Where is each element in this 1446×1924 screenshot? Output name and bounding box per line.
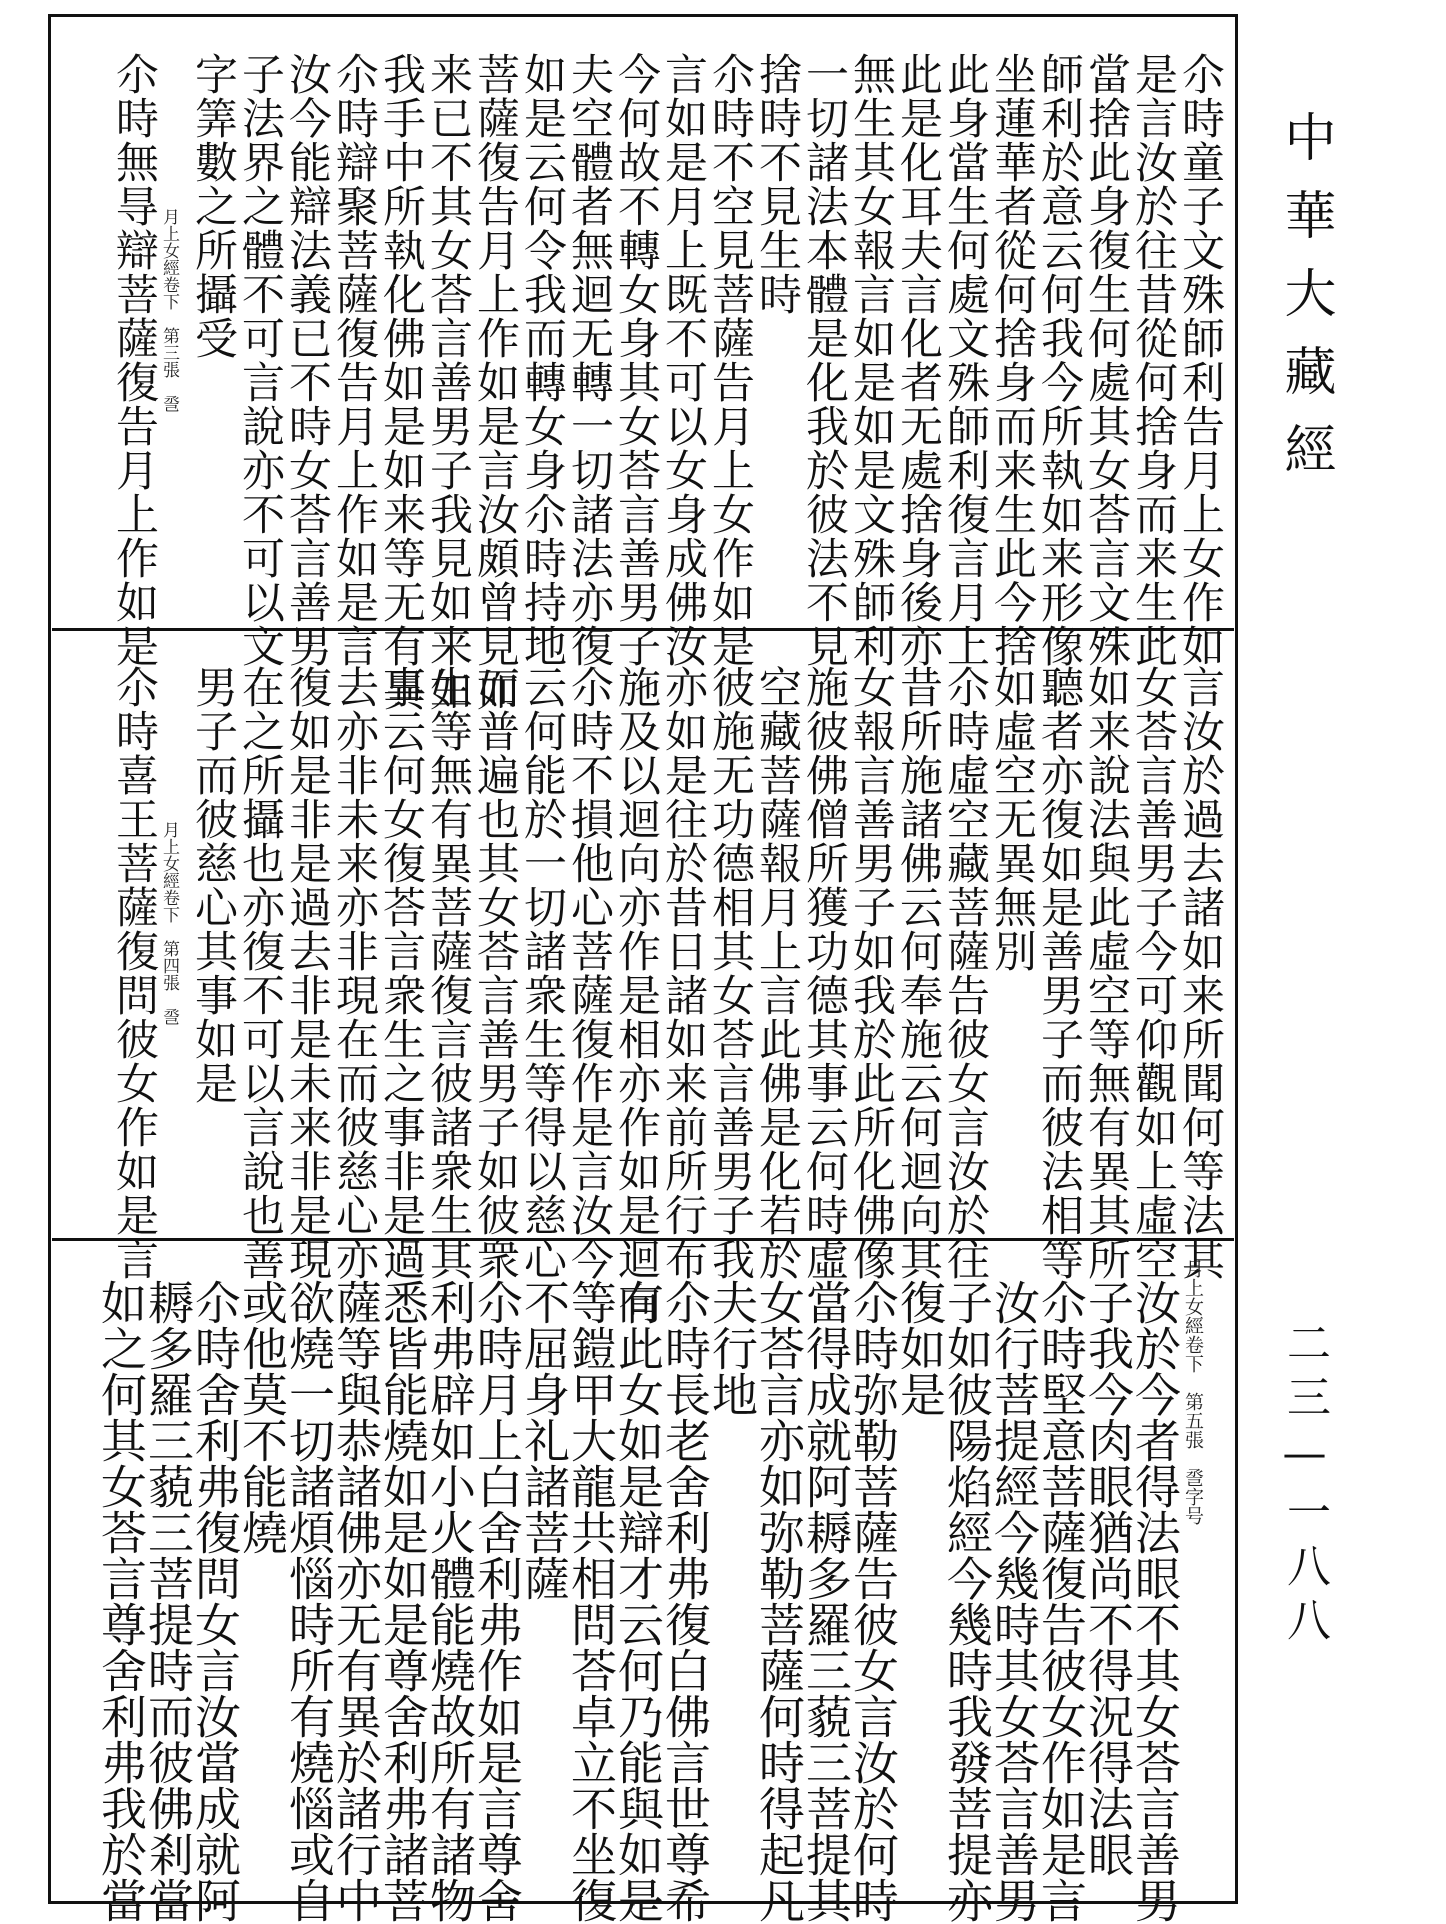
text-column: 如虛空无異無別	[987, 665, 1037, 973]
panel-top	[52, 18, 1234, 712]
text-column: 當得成就阿耨多羅三藐三菩提其	[799, 1279, 853, 1923]
text-column: 復如是	[893, 1279, 947, 1417]
text-column: 利弗辟如小火體能燒故所有諸物	[423, 1279, 477, 1923]
text-column: 菩薩復告月上作如是言汝頗曾見如	[470, 52, 520, 712]
text-column: 聽者亦復如是善男子而彼法相等	[1034, 665, 1084, 1281]
text-column: 尒時月上白舍利弗作如是言尊舍	[470, 1279, 524, 1923]
text-column: 女荅言亦如弥勒菩薩何時得起凡	[752, 1279, 806, 1923]
text-column: 有此女如是辯才云何乃能與如是	[611, 1279, 665, 1923]
text-column: 一切諸法本體是化我於彼法不見	[799, 52, 849, 668]
text-column: 尒時不空見菩薩告月上女作如是	[705, 52, 755, 668]
text-column: 夫行地	[705, 1279, 759, 1417]
text-column: 如之何其女荅言尊舍利弗我於當	[94, 1279, 148, 1923]
text-column: 或他莫不能燒	[235, 1279, 289, 1555]
text-column: 去亦非未来亦非現在而彼慈心亦	[329, 665, 379, 1281]
text-column: 尒時不損他心菩薩復作是言汝今	[564, 665, 614, 1281]
panel-footer: 月上女經卷下 第四張 巹	[159, 821, 179, 1025]
text-column: 子我今肉眼猶尚不得況得法眼	[1081, 1279, 1135, 1877]
text-column: 欲燒一切諸煩惱時所有燒惱或自	[282, 1279, 336, 1923]
text-column: 不屈身礼諸菩薩	[517, 1279, 571, 1601]
text-column: 如来說法與此虛空等無有異其所	[1081, 665, 1131, 1281]
text-column: 尒時辯聚菩薩復告月上作如是言	[329, 52, 379, 668]
collection-title: 中華大藏經	[1275, 110, 1335, 500]
panel-header: 月上女經卷下 第五張 巹字号	[1182, 1259, 1204, 1525]
text-column: 尒時舍利弗復問女言汝當成就阿	[188, 1279, 242, 1923]
text-column: 而普遍也其女荅言善男子如彼衆	[470, 665, 520, 1281]
text-column: 汝今能辯法義已不時女荅言善男	[282, 52, 332, 668]
text-column: 師利於意云何我今所執如来形像	[1034, 52, 1084, 668]
panel-middle	[52, 628, 1234, 1325]
text-column: 空藏菩薩報月上言此佛是化若於	[752, 665, 802, 1281]
text-column: 如是云何令我而轉女身尒時持地	[517, 52, 567, 668]
text-column: 尒時童子文殊師利告月上女作如	[1175, 52, 1225, 668]
text-column: 来已不其女荅言善男子我見如来如	[423, 52, 473, 712]
text-column: 當捨此身復生何處其女荅言文殊	[1081, 52, 1131, 668]
text-column: 夫空體者無迴无轉一切諸法亦復	[564, 52, 614, 668]
text-column: 施彼佛僧所獲功德其事云何時虛	[799, 665, 849, 1281]
text-column: 尒時無㝵辯菩薩復告月上作如是	[109, 52, 159, 668]
text-column: 復如是非是過去非是未来非是現	[282, 665, 332, 1281]
text-column: 亦如是往於昔日諸如来前所行布	[658, 665, 708, 1281]
text-column: 子如彼陽焰經今幾時我發菩提亦	[940, 1279, 994, 1923]
text-column: 是言汝於往昔從何捨身而来生此	[1128, 52, 1178, 668]
text-column: 耨多羅三藐三菩提時而彼佛剎當	[141, 1279, 195, 1923]
text-column: 尒時喜王菩薩復問彼女作如是言	[109, 665, 159, 1281]
text-column: 尒時虛空藏菩薩告彼女言汝於往	[940, 665, 990, 1281]
text-column: 施及以迴向亦作是相亦作如是迴向	[611, 665, 661, 1325]
text-column: 尒時弥勒菩薩告彼女言汝於何時	[846, 1279, 900, 1923]
text-column: 在之所攝也亦復不可以言說也善	[235, 665, 285, 1281]
text-column: 昔所施諸佛云何奉施云何迴向其	[893, 665, 943, 1281]
text-column: 彼施无功德相其女荅言善男子我	[705, 665, 755, 1281]
text-column: 汝行菩提經今幾時其女荅言善男	[987, 1279, 1041, 1923]
text-column: 薩等與恭諸佛亦无有異於諸行中	[329, 1279, 383, 1923]
text-column: 女報言善男子如我於此所化佛像	[846, 665, 896, 1281]
text-column: 捨時不見生時	[752, 52, 802, 316]
text-column: 今何故不轉女身其女荅言善男子	[611, 52, 661, 668]
text-column: 等鎧甲大龍共相問荅卓立不坐復	[564, 1279, 618, 1923]
text-column: 事云何女復荅言衆生之事非是過	[376, 665, 426, 1281]
panel-footer: 月上女經卷下 第三張 巹	[159, 208, 179, 412]
text-column: 字筭數之所攝受	[188, 52, 238, 360]
text-column: 尒時長老舍利弗復白佛言世尊希	[658, 1279, 712, 1923]
text-column: 悉皆能燒如是如是尊舍利弗諸菩	[376, 1279, 430, 1923]
page-number: 二三—一八八	[1279, 1320, 1330, 1651]
text-column: 云何能於一切諸衆生等得以慈心	[517, 665, 567, 1281]
text-column: 尒時堅意菩薩復告彼女作如是言	[1034, 1279, 1088, 1923]
text-column: 坐蓮華者從何捨身而来生此今捨	[987, 52, 1037, 668]
text-column: 子法界之體不可言說亦不可以文	[235, 52, 285, 668]
text-column: 女荅言善男子今可仰觀如上虛空	[1128, 665, 1178, 1281]
text-column: 言汝於過去諸如来所聞何等法其	[1175, 665, 1225, 1281]
text-column: 我手中所執化佛如是如来等无有異	[376, 52, 426, 712]
text-column: 男子而彼慈心其事如是	[188, 665, 238, 1105]
text-column: 無生其女報言如是如是文殊師利	[846, 52, 896, 668]
text-column: 汝於今者得法眼不其女荅言善男	[1128, 1279, 1182, 1923]
text-column: 言如是月上既不可以女身成佛汝	[658, 52, 708, 668]
text-column: 生等無有異菩薩復言彼諸衆生其	[423, 665, 473, 1281]
text-column: 此身當生何處文殊師利復言月上	[940, 52, 990, 668]
panel-bottom	[52, 1238, 1234, 1923]
text-column: 此是化耳夫言化者无處捨身後亦	[893, 52, 943, 668]
